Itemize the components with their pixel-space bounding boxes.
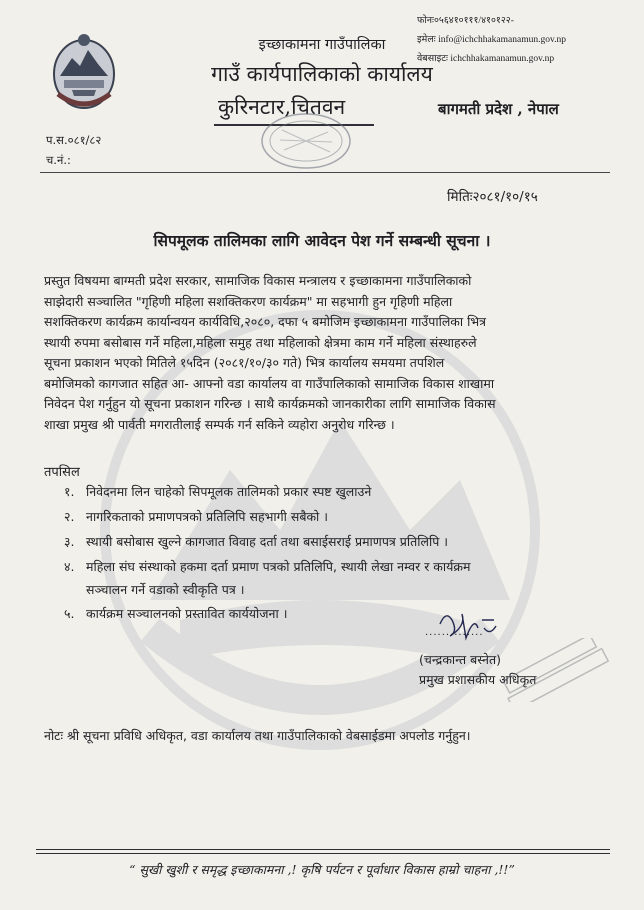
body-line: बमोजिमको कागजात सहित आ- आफ्नो वडा कार्यालय वा गाउँपालिकाको सामाजिक विकास शाखामा [44,375,495,391]
list-item [64,479,604,504]
list-item [64,554,604,579]
body-line: स्थायी रुपमा बसोबास गर्ने महिला,महिला समुह तथा महिलाको क्षेत्रमा काम गर्ने महिला संस्थाहरुले [44,334,477,350]
notice-date: मितिः२०८१/१०/१५ [447,189,538,205]
office-seal-stamp [260,112,352,170]
item-text: कार्यक्रम सञ्चालनको प्रस्तावित कार्ययोजना । [86,606,288,621]
designation-stamp [494,638,612,702]
item-number: २. [64,509,75,524]
email-text: इमेलः info@ichchhakamanamun.gov.np [417,35,566,45]
municipality-name: इच्छाकामना गाउँपालिका [258,37,386,53]
body-line: साझेदारी सञ्चालित "गृहिणी महिला सशक्तिकरण कार्यक्रम" मा सहभागी हुन गृहिणी महिला [44,293,453,309]
notice-body [44,271,604,435]
website-text: वेबसाइटः ichchhakamanamun.gov.np [417,54,555,64]
signatory-name: (चन्द्रकान्त बस्नेत) [419,652,501,667]
list-item [64,504,604,529]
list-item [64,529,604,554]
body-line: शाखा प्रमुख श्री पार्वती मगरातीलाई सम्पर्क गर्न सकिने व्यहोरा अनुरोध गरिन्छ । [44,416,395,432]
signature-line: .............. [425,627,484,638]
item-number: ५. [64,606,75,621]
item-text: निवेदनमा लिन चाहेको सिपमूलक तालिमको प्रकार स्पष्ट खुलाउने [86,484,372,499]
handwritten-signature [432,606,502,644]
body-line: प्रस्तुत विषयमा बाग्मती प्रदेश सरकार, सामाजिक विकास मन्त्रालय र इच्छाकामना गाउँपालिकाको [44,273,472,288]
footer-slogan: “ सुखी खुशी र समृद्ध इच्छाकामना ,! कृषि पर्यटन र पूर्वाधार विकास हाम्रो चाहना ,!!” [129,862,515,877]
details-list [64,479,604,626]
note-text: नोटः श्री सूचना प्रविधि अधिकृत, वडा कार्यालय तथा गाउँपालिकाको वेबसाईडमा अपलोड गर्नुहुन। [44,728,471,743]
signatory-title: प्रमुख प्रशासकीय अधिकृत [419,672,537,687]
contact-block [417,12,566,69]
item-continuation: सञ्चालन गर्ने वडाको स्वीकृति पत्र । [86,582,245,597]
phone-text: फोनः०५६४१०१११/४१०१२२- [417,16,514,26]
chalani-number: च.नं.: [46,153,71,167]
body-line: सूचना प्रकाशन भएको मितिले १५दिन (२०८१/१०/३० गते) भित्र कार्यालय समयमा तपशिल [44,355,445,370]
notice-subject: सिपमूलक तालिमका लागि आवेदन पेश गर्ने सम्बन्धी सूचना । [153,231,491,250]
details-heading: तपसिल [44,465,80,480]
office-location: कुरिनटार,चितवन [218,95,346,119]
footer-divider [36,849,610,850]
footer-divider-second [36,853,610,854]
list-item [64,601,604,626]
patra-sankhya: प.स.०८१/८२ [46,133,102,147]
item-text: महिला संघ संस्थाको हकमा दर्ता प्रमाण पत्रको प्रतिलिपि, स्थायी लेखा नम्वर र कार्यक्रम [86,559,471,574]
office-name: गाउँ कार्यपालिकाको कार्यालय [211,62,433,86]
reference-block [46,130,101,170]
body-line: निवेदन पेश गर्नुहुन यो सूचना प्रकाशन गरिन्छ । साथै कार्यक्रमको जानकारीका लागि सामाजिक विकास [44,396,496,411]
item-text: स्थायी बसोबास खुल्ने कागजात विवाह दर्ता तथा बसाईसराई प्रमाणपत्र प्रतिलिपि । [86,534,449,549]
item-number: ३. [64,534,75,549]
body-line: सशक्तिकरण कार्यक्रम कार्यान्वयन कार्यविधि,२०८०, दफा ५ बमोजिम इच्छाकामना गाउँपालिका भित्र [44,314,487,329]
item-number: ४. [64,559,75,574]
province-text: बागमती प्रदेश , नेपाल [438,100,559,118]
header-divider [40,172,610,173]
item-text: नागरिकताको प्रमाणपत्रको प्रतिलिपि सहभागी सबैको । [86,509,329,524]
item-number: १. [64,484,75,499]
